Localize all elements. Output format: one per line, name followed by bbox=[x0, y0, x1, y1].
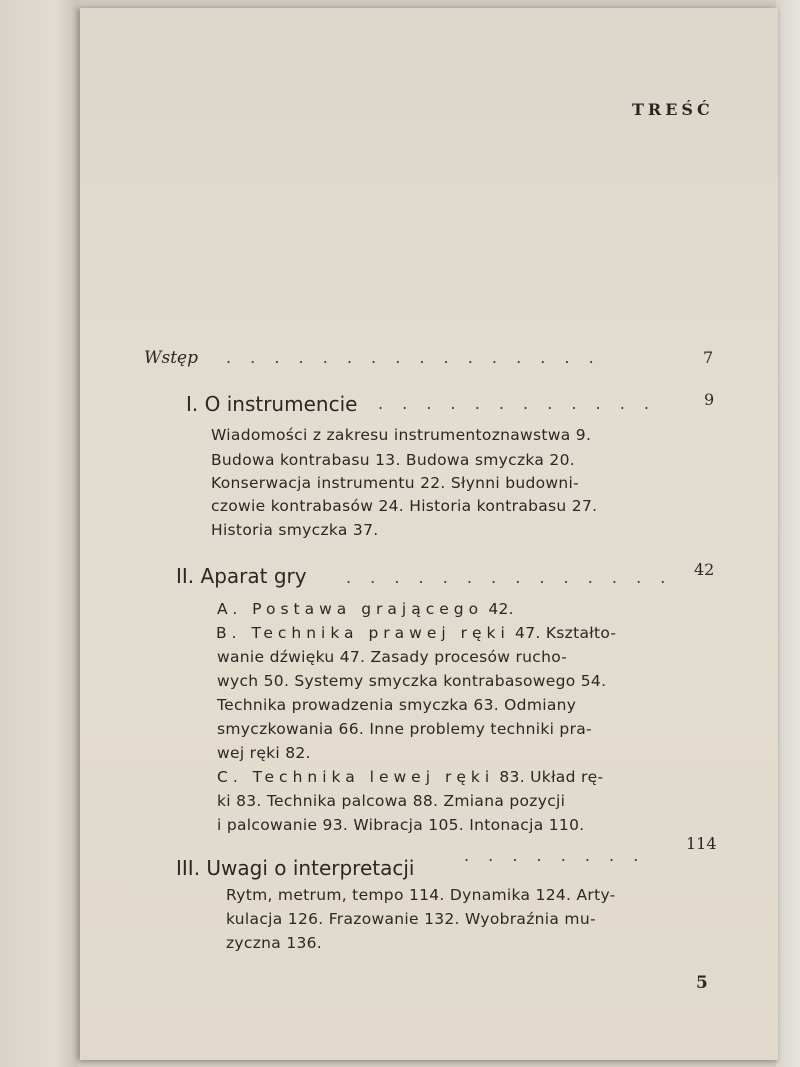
chapter-3-line: Rytm, metrum, tempo 114. Dynamika 124. Arty- bbox=[226, 886, 616, 904]
leader-dots: . . . . . . . . . . . . bbox=[378, 394, 656, 413]
section-b-text: wanie dźwięku 47. Zasady procesów rucho- bbox=[217, 648, 568, 666]
section-a-label: A. Postawa grającego bbox=[217, 600, 484, 618]
section-a-page: 42. bbox=[488, 600, 514, 618]
section-c-text: i palcowanie 93. Wibracja 105. Intonacja 110. bbox=[217, 816, 585, 834]
leader-dots: . . . . . . . . . . . . . . . . bbox=[226, 348, 601, 367]
section-b-text: wych 50. Systemy smyczka kontrabasowego 54. bbox=[217, 672, 607, 690]
book-page bbox=[80, 8, 778, 1060]
chapter-3-line: zyczna 136. bbox=[226, 934, 323, 952]
chapter-1-line: Konserwacja instrumentu 22. Słynni budowni- bbox=[211, 474, 580, 492]
toc-intro-label: Wstęp bbox=[144, 348, 198, 368]
chapter-3-line: kulacja 126. Frazowanie 132. Wyobraźnia mu- bbox=[226, 910, 596, 928]
section-b-rest: 47. Kształto- bbox=[515, 624, 617, 642]
chapter-2-page: 42 bbox=[694, 560, 715, 579]
leader-dots: . . . . . . . . . . . . . . bbox=[346, 568, 673, 587]
chapter-1-line: Wiadomości z zakresu instrumentoznawstwa 9. bbox=[211, 426, 592, 444]
chapter-2-heading: II. Aparat gry bbox=[176, 564, 307, 588]
toc-intro-page: 7 bbox=[703, 348, 714, 367]
chapter-1-line: Budowa kontrabasu 13. Budowa smyczka 20. bbox=[211, 451, 575, 469]
background-edge bbox=[776, 0, 800, 1067]
chapter-1-heading: I. O instrumencie bbox=[186, 392, 358, 416]
section-c-text: ki 83. Technika palcowa 88. Zmiana pozycji bbox=[217, 792, 566, 810]
section-c-label: C. Technika lewej ręki bbox=[217, 768, 495, 786]
section-b-text: smyczkowania 66. Inne problemy techniki pra- bbox=[217, 720, 592, 738]
section-b-text: Technika prowadzenia smyczka 63. Odmiany bbox=[217, 696, 577, 714]
chapter-1-line: czowie kontrabasów 24. Historia kontrabasu 27. bbox=[211, 497, 598, 515]
section-a-line bbox=[217, 600, 514, 618]
section-c-line bbox=[217, 768, 603, 786]
leader-dots: . . . . . . . . bbox=[464, 846, 646, 865]
section-b-label: B. Technika prawej ręki bbox=[216, 624, 510, 642]
section-b-line bbox=[216, 624, 616, 642]
chapter-1-page: 9 bbox=[704, 390, 715, 409]
chapter-3-page: 114 bbox=[686, 834, 717, 853]
section-b-text: wej ręki 82. bbox=[217, 744, 311, 762]
chapter-3-heading: III. Uwagi o interpretacji bbox=[176, 856, 415, 880]
section-c-rest: 83. Układ rę- bbox=[499, 768, 604, 786]
page-number: 5 bbox=[696, 973, 708, 993]
facing-page bbox=[0, 0, 78, 1067]
chapter-1-line: Historia smyczka 37. bbox=[211, 521, 379, 539]
page-title: TREŚĆ bbox=[632, 100, 714, 119]
